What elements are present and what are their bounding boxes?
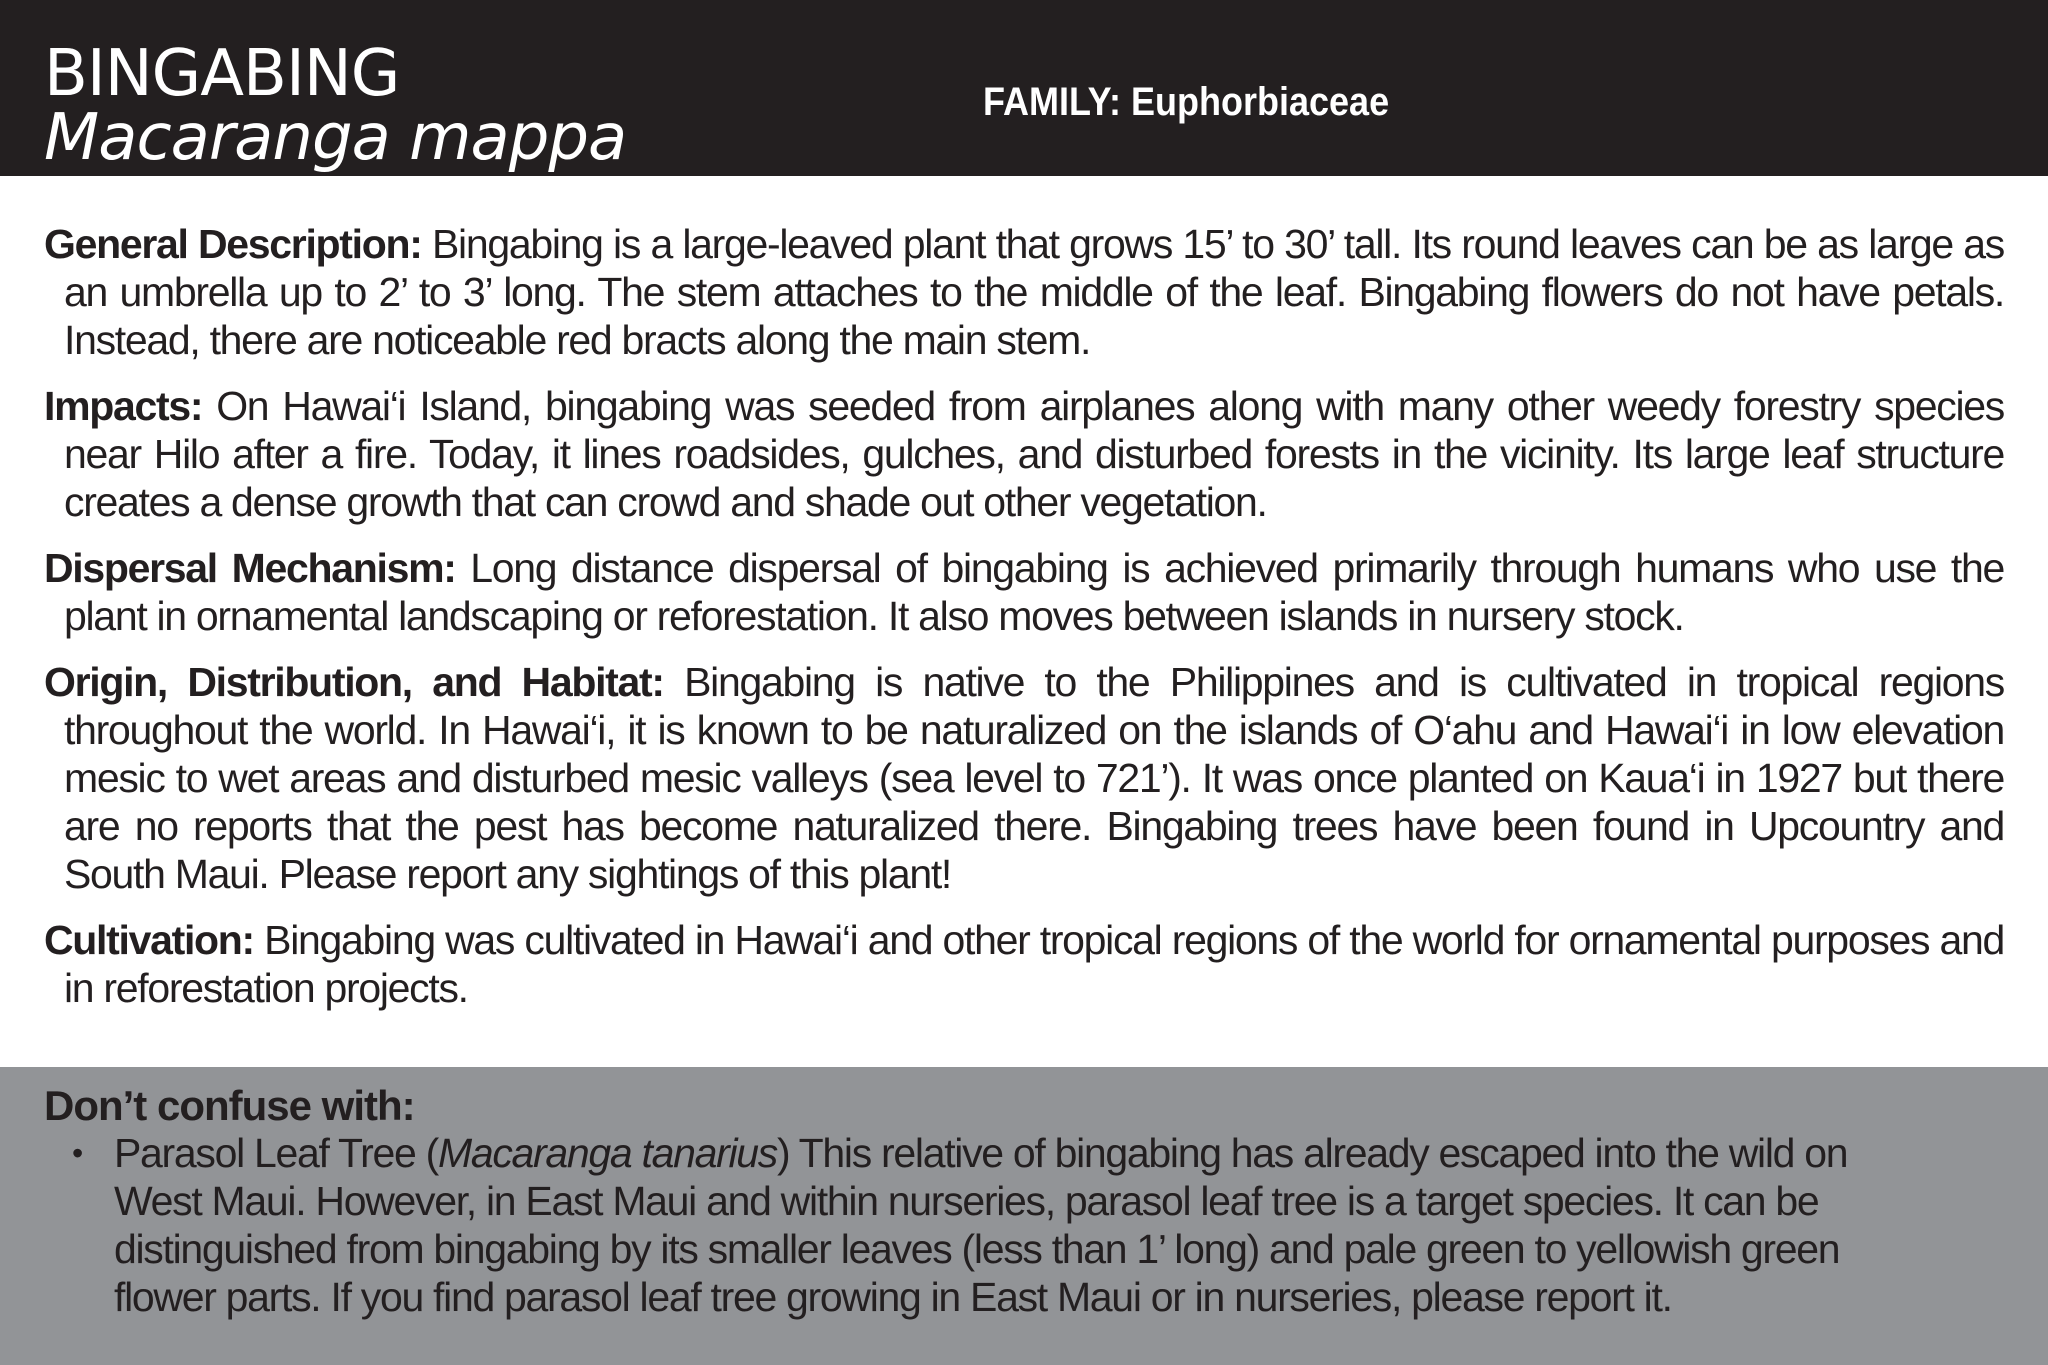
section-text: Long distance dispersal of bingabing is achieved primarily through humans who use the plant in ornamental landscaping or reforestation. It also moves between islands in nursery stock. — [64, 545, 2004, 639]
section-label: Impacts: — [44, 383, 203, 429]
family-label: FAMILY: Euphorbiaceae — [983, 80, 1390, 124]
section-text: Bingabing was cultivated in Hawai‘i and other tropical regions of the world for ornamental purposes and in reforestation projects. — [64, 917, 2004, 1011]
scientific-name: Macaranga mappa — [44, 101, 627, 175]
section-text: Bingabing is native to the Philippines and is cultivated in tropical regions throughout the world. In Hawai‘i, it is known to be naturalized on the islands of O‘ahu and Hawai‘i in low elevation mesic to wet areas and disturbed mesic valleys (sea level to 721’). It was once planted on Kaua‘i in 1927 but there are no reports that the pest has become naturalized there. Bingabing trees have been found in Upcountry and South Maui. Please report any sightings of this plant! — [64, 659, 2004, 897]
section-general-description — [44, 220, 2004, 364]
list-item — [114, 1129, 1874, 1321]
section-dispersal-mechanism — [44, 544, 2004, 640]
item-species: Macaranga tanarius — [437, 1130, 777, 1176]
section-label: Origin, Distribution, and Habitat: — [44, 659, 664, 705]
dont-confuse-panel — [0, 1067, 2048, 1365]
item-name-prefix: Parasol Leaf Tree ( — [114, 1130, 438, 1176]
section-label: Cultivation: — [44, 917, 254, 963]
section-text: Bingabing is a large-leaved plant that grows 15’ to 30’ tall. Its round leaves can be as large as an umbrella up to 2’ to 3’ long. The stem attaches to the middle of the leaf. Bingabing flowers do not have petals. Instead, there are noticeable red bracts along the main stem. — [64, 221, 2004, 363]
section-origin-distribution-habitat — [44, 658, 2004, 898]
section-text: On Hawai‘i Island, bingabing was seeded from airplanes along with many other weedy forestry species near Hilo after a fire. Today, it lines roadsides, gulches, and disturbed forests in the vicinity. Its large leaf structure creates a dense growth that can crowd and shade out other vegetation. — [64, 383, 2004, 525]
dont-confuse-title: Don’t confuse with: — [44, 1082, 415, 1129]
section-impacts — [44, 382, 2004, 526]
description-content — [44, 220, 2004, 1030]
bullet-icon: • — [72, 1135, 84, 1171]
common-name: BINGABING — [44, 37, 400, 111]
item-text: This relative of bingabing has already escaped into the wild on West Maui. However, in East Maui and within nurseries, parasol leaf tree is a target species. It can be distinguished from bingabing by its smaller leaves (less than 1’ long) and pale green to yellowish green flower parts. If you find parasol leaf tree growing in East Maui or in nurseries, please report it. — [114, 1130, 1848, 1320]
section-label: General Description: — [44, 221, 422, 267]
header-bar — [0, 0, 2048, 176]
section-label: Dispersal Mechanism: — [44, 545, 456, 591]
item-name-suffix: ) — [776, 1130, 790, 1176]
section-cultivation — [44, 916, 2004, 1012]
